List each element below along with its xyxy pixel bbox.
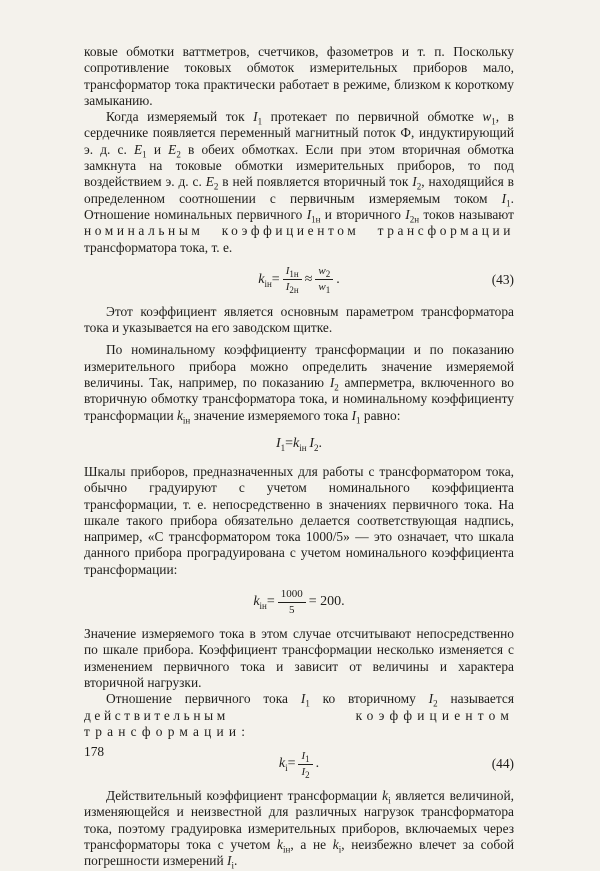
fraction-turns: $\frac{w_2}{w_1}$ [315, 265, 333, 294]
paragraph-1: ковые обмотки ваттметров, счетчиков, фазометров и т. п. Поскольку сопротивление токовых обмоток измерительных приборов мало, трансформатор тока практически работает в режиме, близком к короткому замыканию. [84, 44, 514, 108]
paragraph-2: Когда измеряемый ток $I_1$ протекает по первичной обмотке $w_1$, в сердечнике появляется переменный магнитный поток Ф, индуктирующий э. д. с. $E_1$ и $E_2$ в обеих обмотках. Если при этом вторичная обмотка замкнута на токовые обмотки измерительных приборов, то под воздействием э. д. с. $E_2$ в ней появляется вторичный ток $I_2$, находящийся в определенном соотношении с первичным измеряемым током $I_1$. Отношение номинальных первичного $I_{1н}$ и вторичного $I_{2н}$ токов называют номинальным коэффициентом трансформации трансформатора тока, т. е. [84, 109, 514, 255]
paragraph-5: Шкалы приборов, предназначенных для работы с трансформатором тока, обычно градуируют с учетом номинального коэффициента трансформации, т. е. непосредственно в значениях первичного тока. На шкале такого прибора обязательно делается соответствующая надпись, например, «С трансформатором тока 1000/5» — это означает, что шкала данного прибора проградуирована с учетом номинального коэффициента трансформации: [84, 463, 514, 577]
term-nominal-coefficient: номинальным коэффициентом трансформации [84, 223, 514, 239]
paragraph-4: По номинальному коэффициенту трансформации и по показанию измерительного прибора можно определить значение измеряемой величины. Так, например, по показанию $I_2$ амперметра, включенного во вторичную обмотку трансформатора тока, и номинальному коэффициенту трансформации $k_{iн}$ значение измеряемого тока $I_1$ равно: [84, 342, 514, 426]
fraction-i1-i2: $\frac{I_1}{I_2}$ [298, 750, 312, 779]
formula-43: $k_{iн}$ = $\frac{I_{1н}}{I_{2н}}$ ≈ $\frac{w_2}{w_1}$ . (43) [258, 265, 514, 296]
equation-number-43: (43) [491, 271, 514, 287]
fraction-currents: $\frac{I_{1н}}{I_{2н}}$ [283, 265, 302, 294]
formula-44: $k_i$ = $\frac{I_1}{I_2}$ . (44) [278, 749, 514, 780]
page-number: 178 [84, 744, 105, 759]
formula-i1: $I_1$ = $k_{iн}$ $I_2$ . [275, 435, 323, 453]
paragraph-6: Значение измеряемого тока в этом случае отсчитывают непосредственно по шкале прибора. Коэффициент трансформации несколько изменяется с изменением первичного тока и зависит от величины и характера вторичной нагрузки. [84, 626, 514, 690]
term-actual: действительным [84, 707, 229, 723]
paragraph-8: Действительный коэффициент трансформации $k_i$ является величиной, изменяющейся и неизвестной для различных нагрузок трансформатора тока, поэтому градуировка измерительных приборов, включаемых через трансформаторы тока с учетом $k_{iн}$, а не $k_i$, неизбежно влечет за собой погрешности измерений $I_i$. [84, 788, 514, 871]
paragraph-7: Отношение первичного тока $I_1$ ко вторичному $I_2$ называется действительным коэффициентом трансформации: [84, 691, 514, 739]
equation-number-44: (44) [491, 756, 514, 772]
paragraph-3: Этот коэффициент является основным параметром трансформатора тока и указывается на его заводском щитке. [84, 303, 514, 336]
term-coefficient: коэффициентом трансформации: [84, 707, 514, 739]
fraction-1000-5: $\frac{1000}{5}$ [278, 588, 306, 617]
formula-value: $k_{iн}$ = $\frac{1000}{5}$ = 200. [253, 587, 345, 616]
